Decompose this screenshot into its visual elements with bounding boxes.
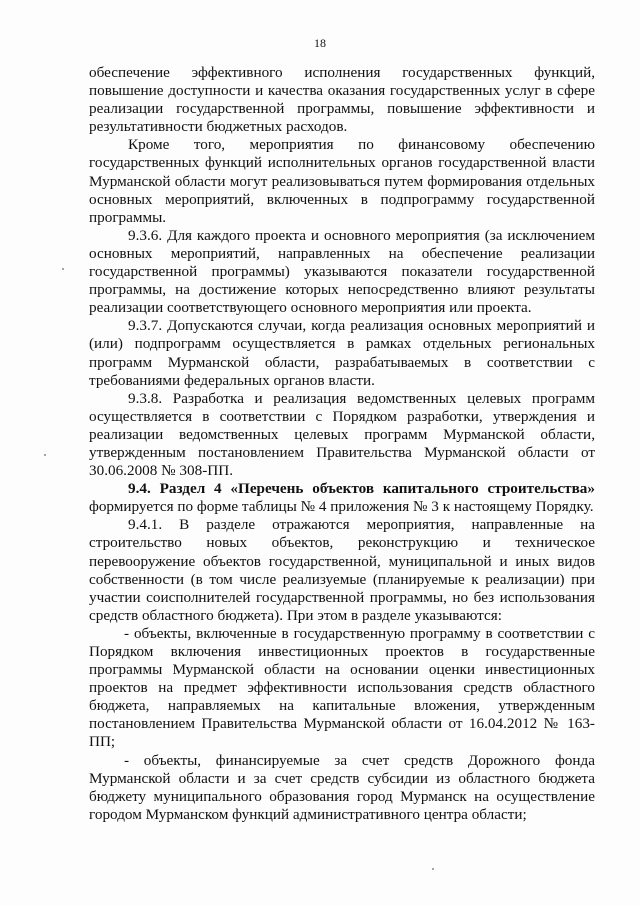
list-item-investment-objects: - объекты, включенные в государственную программу в соответствии с Порядком включения инвестиционных проектов в государственные программы Мурманской области на основании оценки инвестиционных проектов на предмет эффективности использования средств областного бюджета, направляемых на капитальные вложения, утвержденным постановлением Правительства Мурманской области от 16.04.2012 № 163-ПП; bbox=[89, 624, 595, 751]
paragraph-additional-funding: Кроме того, мероприятия по финансовому обеспечению государственных функций исполнительных органов государственной власти Мурманской области могут реализовываться путем формирования отдельных основных мероприятий, включенных в подпрограмму государственной программы. bbox=[89, 136, 595, 226]
paragraph-9-3-8: 9.3.8. Разработка и реализация ведомственных целевых программ осуществляется в соответствии с Порядком разработки, утверждения и реализации ведомственных целевых программ Мурманской области, утвержденным постановлением Правительства Мурманской области от 30.06.2008 № 308-ПП. bbox=[89, 389, 595, 480]
paragraph-9-3-7: 9.3.7. Допускаются случаи, когда реализация основных мероприятий и (или) подпрограмм осуществляется в рамках отдельных региональных программ Мурманской области, разрабатываемых в соответствии с требованиями федеральных органов власти. bbox=[89, 317, 595, 389]
document-body bbox=[89, 64, 595, 824]
paragraph-9-4-1: 9.4.1. В разделе отражаются мероприятия, направленные на строительство новых объектов, реконструкцию и техническое перевооружение объектов государственной, муниципальной и иных видов собственности (в том числе реализуемые (планируемые к реализации) при участии соисполнителей государственной программы, но без использования средств областного бюджета). При этом в разделе указываются: bbox=[89, 516, 595, 624]
scan-speck bbox=[432, 868, 434, 870]
paragraph-9-4 bbox=[89, 480, 595, 516]
scan-speck bbox=[44, 454, 46, 456]
paragraph-continuation: обеспечение эффективного исполнения государственных функций, повышение доступности и качества оказания государственных услуг в сфере реализации государственной программы, повышение эффективности и результативности бюджетных расходов. bbox=[89, 64, 595, 136]
section-4-text: формируется по форме таблицы № 4 приложения № 3 к настоящему Порядку. bbox=[89, 498, 594, 516]
list-item-road-fund-objects: - объекты, финансируемые за счет средств Дорожного фонда Мурманской области и за счет средств субсидии из областного бюджета бюджету муниципального образования город Мурманск на осуществление городом Мурманском функций административного центра области; bbox=[89, 751, 595, 823]
page-number: 18 bbox=[314, 36, 326, 50]
paragraph-9-3-6: 9.3.6. Для каждого проекта и основного мероприятия (за исключением основных мероприятий, направленных на обеспечение реализации государственной программы) указываются показатели государственной программы, на достижение которых непосредственно влияют результаты реализации соответствующего основного мероприятия или проекта. bbox=[89, 226, 595, 317]
section-4-heading: 9.4. Раздел 4 «Перечень объектов капитального строительства» bbox=[128, 480, 595, 498]
scan-speck bbox=[62, 268, 64, 270]
